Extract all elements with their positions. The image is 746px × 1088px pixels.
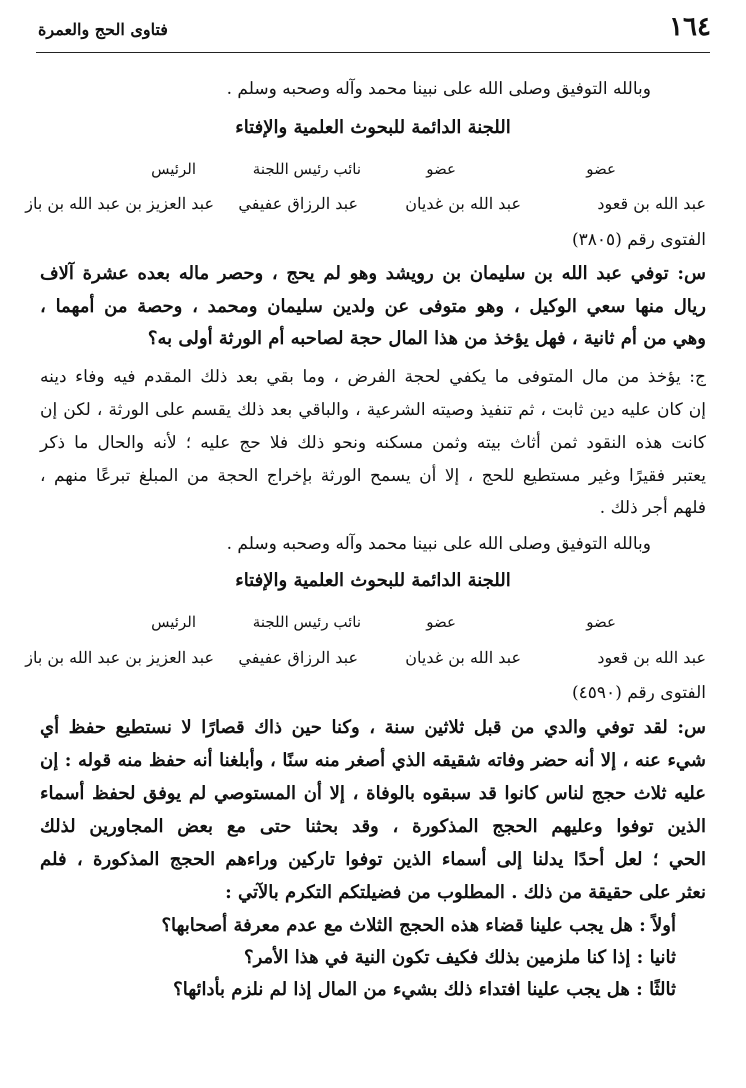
role-member: عضو (426, 160, 456, 178)
deputy-name: عبد الرزاق عفيفي (238, 194, 358, 213)
question-line: الذين توفوا وعليهم الحجج المذكورة ، وقد بحثنا حتى مع بعض المجاورين لذلك (40, 816, 706, 837)
committee-title: اللجنة الدائمة للبحوث العلمية والإفتاء (235, 570, 511, 591)
committee-title: اللجنة الدائمة للبحوث العلمية والإفتاء (235, 117, 511, 138)
answer-line: يعتبر فقيرًا وغير مستطيع للحج ، إلا أن يسمح الورثة بإخراج الحجة من المبلغ تبرعًا منهم ، (40, 466, 706, 486)
answer-line: ج: يؤخذ من مال المتوفى ما يكفي لحجة الفرض ، وما بقي بعد ذلك المقدم فيه وفاء دينه (40, 367, 706, 387)
closing-line: وبالله التوفيق وصلى الله على نبينا محمد وآله وصحبه وسلم . (226, 534, 651, 554)
role-chairman: الرئيس (151, 160, 196, 178)
question-line: س: توفي عبد الله بن سليمان بن رويشد وهو لم يحج ، وحصر ماله بعده عشرة آلاف (40, 263, 706, 284)
question-line: وهي من أم ثانية ، فهل يؤخذ من هذا المال حجة لصاحبه أم الورثة أولى به؟ (147, 328, 706, 349)
answer-line: فلهم أجر ذلك . (599, 498, 706, 518)
member-name: عبد الله بن غديان (405, 648, 521, 667)
question-item: أولاً : هل يجب علينا قضاء هذه الحجج الثلاث مع عدم معرفة أصحابها؟ (161, 915, 676, 936)
book-title: فتاوى الحج والعمرة (38, 20, 168, 39)
question-item: ثالثًا : هل يجب علينا افتداء ذلك بشيء من المال إذا لم نلزم بأدائها؟ (173, 979, 676, 1000)
question-line: شيء عنه ، إلا أنه حضر وفاته شقيقه الذي أصغر منه سنًا ، وأبلغنا أنه حفظ منه قوله : إن (40, 750, 706, 771)
fatwa-number: الفتوى رقم (٤٥٩٠) (572, 683, 706, 703)
question-line: نعثر على حقيقة من ذلك . المطلوب من فضيلتكم التكرم بالآتي : (225, 882, 706, 903)
question-line: الحي ؛ لعل أحدًا يدلنا إلى أسماء الذين توفوا تاركين وراءهم الحجج المذكورة ، فلم (40, 849, 706, 870)
role-member: عضو (586, 160, 616, 178)
role-deputy: نائب رئيس اللجنة (252, 613, 361, 631)
member-name: عبد الله بن غديان (405, 194, 521, 213)
header-divider (36, 52, 710, 53)
chairman-name: عبد العزيز بن عبد الله بن باز (25, 648, 214, 667)
member-name: عبد الله بن قعود (597, 194, 706, 213)
role-deputy: نائب رئيس اللجنة (252, 160, 361, 178)
closing-line: وبالله التوفيق وصلى الله على نبينا محمد وآله وصحبه وسلم . (226, 79, 651, 99)
deputy-name: عبد الرزاق عفيفي (238, 648, 358, 667)
question-line: س: لقد توفي والدي من قبل ثلاثين سنة ، وكنا حين ذاك قصارًا لا نستطيع حفظ أي (40, 717, 706, 738)
question-line: عليه ثلاث حجج لناس كانوا قد سبقوه بالوفاة ، إلا أن المستوصي لم يوفق لحفظ أسماء (40, 783, 706, 804)
answer-line: إن كان عليه دين ثابت ، ثم تنفيذ وصيته الشرعية ، والباقي بعد ذلك يقسم على الورثة ، لكن إن (40, 400, 706, 420)
answer-line: كانت هذه النقود ثمن أثاث بيته وثمن مسكنه ونحو ذلك فلا حج عليه ؛ لأنه والحال ما ذكر (40, 433, 706, 453)
fatwa-number: الفتوى رقم (٣٨٠٥) (572, 230, 706, 250)
chairman-name: عبد العزيز بن عبد الله بن باز (25, 194, 214, 213)
member-name: عبد الله بن قعود (597, 648, 706, 667)
role-member: عضو (586, 613, 616, 631)
role-member: عضو (426, 613, 456, 631)
question-item: ثانيا : إذا كنا ملزمين بذلك فكيف تكون النية في هذا الأمر؟ (244, 947, 676, 968)
question-line: ريال منها سعي الوكيل ، وهو متوفى عن ولدين سليمان ومحمد ، وحصة من أمهما ، (40, 296, 706, 317)
role-chairman: الرئيس (151, 613, 196, 631)
page-number: ١٦٤ (669, 12, 711, 42)
